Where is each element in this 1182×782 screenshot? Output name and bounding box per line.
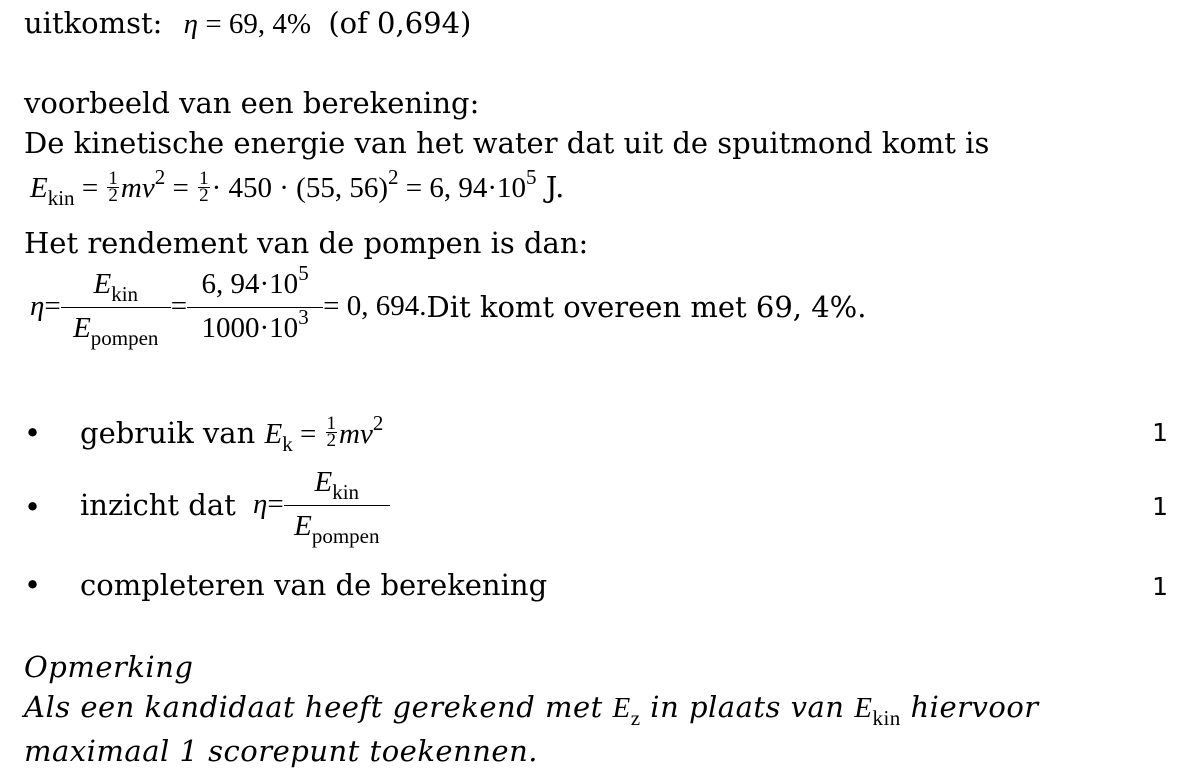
- half-fraction: [198, 167, 210, 206]
- fraction-denominator: [284, 506, 390, 548]
- symbol-mv: mv: [120, 172, 155, 204]
- symbol-e: E: [93, 268, 112, 300]
- eta-symbol: η: [183, 8, 199, 40]
- example-heading: voorbeeld van een berekening:: [24, 86, 480, 120]
- subscript-pompen: pompen: [311, 524, 380, 548]
- symbol-mv: mv: [339, 418, 373, 450]
- efficiency-formula: [30, 261, 867, 350]
- fraction-denominator: 2: [199, 184, 209, 206]
- remark-text: in plaats van: [640, 690, 855, 724]
- fraction-numerator: 1: [326, 412, 337, 434]
- remark-line-1: [24, 690, 1039, 730]
- subscript-kin: kin: [332, 480, 360, 504]
- fraction-numerator: [61, 268, 171, 308]
- score-point: 1: [1152, 492, 1168, 521]
- kinetic-energy-value: 6, 94·10: [201, 268, 299, 300]
- equals-sign: =: [44, 290, 61, 322]
- symbol-e: E: [30, 172, 48, 204]
- symbol-e: E: [73, 312, 91, 344]
- score-point: 1: [1152, 418, 1168, 447]
- fraction-denominator: 2: [326, 429, 337, 451]
- eta-symbol: η: [30, 290, 45, 322]
- half-fraction: [326, 412, 338, 451]
- bullet: •: [24, 568, 42, 602]
- subscript-kin: kin: [47, 186, 75, 210]
- efficiency-conclusion: Dit komt overeen met 69, 4%.: [426, 289, 867, 324]
- mass-velocity-term: · 450 · (55, 56): [211, 172, 388, 204]
- half-fraction: [107, 167, 119, 206]
- answer-label: uitkomst:: [24, 6, 163, 40]
- bullet: •: [24, 416, 42, 450]
- pump-energy-value: 1000·10: [201, 312, 299, 344]
- criterion-1: [80, 411, 384, 456]
- symbol-e: E: [314, 466, 333, 498]
- equals-sign: =: [198, 8, 229, 40]
- criterion-text: inzicht dat: [80, 487, 246, 522]
- bullet: •: [24, 490, 42, 524]
- fraction-denominator: [61, 308, 171, 350]
- example-intro: De kinetische energie van het water dat uit de spuitmond komt is: [24, 126, 990, 160]
- efficiency-result: = 0, 694.: [323, 290, 427, 322]
- efficiency-intro: Het rendement van de pompen is dan:: [24, 226, 589, 260]
- symbol-e: E: [612, 692, 631, 724]
- criterion-text: completeren van de berekening: [80, 568, 548, 602]
- fraction-numerator: [187, 261, 323, 308]
- exponent: 5: [526, 165, 537, 189]
- subscript-pompen: pompen: [90, 326, 159, 350]
- criterion-2: [80, 466, 390, 548]
- criterion-text: gebruik van: [80, 416, 265, 450]
- answer-line: [24, 6, 471, 41]
- score-point: 1: [1152, 572, 1168, 601]
- equals-sign: =: [74, 172, 106, 204]
- fraction-denominator: 2: [108, 184, 118, 206]
- exponent: 2: [372, 411, 384, 435]
- energy-result: = 6, 94·10: [398, 172, 527, 204]
- remark-text: hiervoor: [900, 690, 1039, 724]
- fraction-numerator: 1: [108, 167, 118, 189]
- energy-ratio-fraction: [284, 466, 390, 548]
- exponent: 2: [388, 165, 399, 189]
- energy-ratio-fraction: [61, 268, 171, 350]
- equals-sign: =: [292, 418, 324, 450]
- criterion-3: [80, 568, 547, 602]
- remark-line-2: maximaal 1 scorepunt toekennen.: [24, 734, 538, 768]
- exponent: 3: [298, 305, 309, 329]
- answer-value: 69, 4%: [228, 8, 312, 40]
- exponent: 5: [298, 261, 309, 285]
- answer-alternative: (of 0,694): [328, 6, 472, 40]
- value-fraction: [187, 261, 323, 345]
- kinetic-energy-formula: [30, 165, 565, 210]
- symbol-e: E: [294, 510, 312, 542]
- fraction-numerator: [284, 466, 390, 506]
- exponent: 2: [154, 165, 166, 189]
- symbol-e: E: [264, 418, 283, 450]
- equals-sign: =: [170, 290, 188, 322]
- subscript-z: z: [630, 706, 641, 730]
- subscript-kin: kin: [111, 282, 139, 306]
- fraction-numerator: 1: [199, 167, 209, 189]
- eta-symbol: η: [253, 488, 268, 520]
- fraction-denominator: [187, 305, 323, 345]
- symbol-e: E: [854, 692, 873, 724]
- unit-joule: J.: [536, 170, 565, 204]
- equals-sign: =: [267, 488, 284, 520]
- equals-sign: =: [165, 172, 197, 204]
- remark-heading: Opmerking: [24, 650, 194, 684]
- subscript-k: k: [282, 432, 293, 456]
- remark-text: Als een kandidaat heeft gerekend met: [24, 690, 613, 724]
- subscript-kin: kin: [872, 706, 901, 730]
